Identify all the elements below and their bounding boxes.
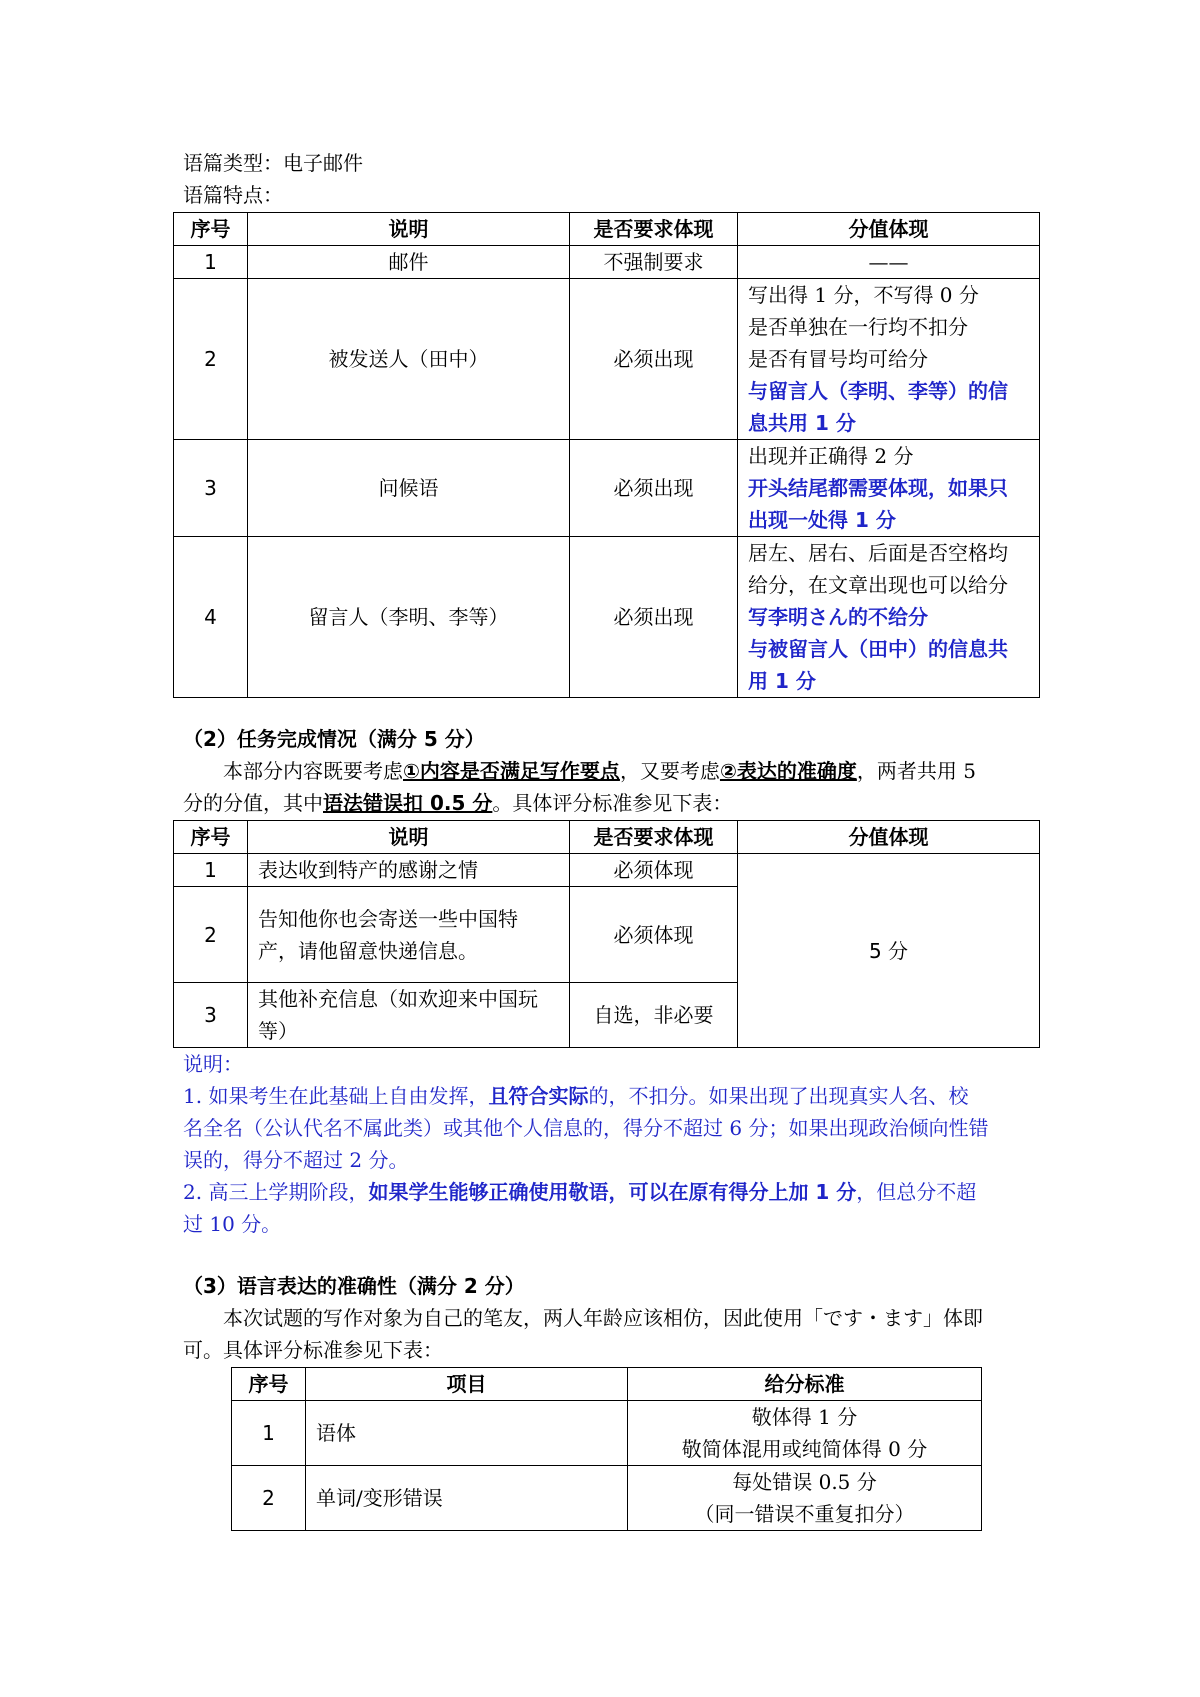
table-row	[232, 1466, 982, 1531]
header-cell: 是否要求体现	[570, 213, 738, 246]
description-line: 告知他你也会寄送一些中国特	[258, 906, 518, 931]
emphasis-text: ①内容是否满足写作要点	[403, 759, 620, 783]
notes-title: 说明：	[183, 1052, 243, 1076]
table-row	[174, 854, 1040, 887]
score-line: 给分，在文章出现也可以给分	[748, 573, 1008, 597]
header-cell: 说明	[248, 821, 570, 854]
section-2-paragraph-line-1	[223, 755, 976, 787]
row-requirement: 必须出现	[570, 440, 738, 537]
paragraph-text: 分的分值，其中	[183, 791, 323, 815]
row-number: 4	[174, 537, 248, 698]
score-line: 写出得 1 分，不写得 0 分	[748, 283, 979, 307]
standard-line: 每处错误 0.5 分	[732, 1470, 877, 1494]
score-line-highlight: 出现一处得 1 分	[748, 508, 896, 532]
header-cell: 是否要求体现	[570, 821, 738, 854]
paragraph-text: ，又要考虑	[619, 759, 720, 783]
score-line-highlight: 与留言人（李明、李等）的信	[748, 379, 1008, 403]
paragraph-text: 。具体评分标准参见下表：	[492, 791, 733, 815]
genre-line: 语篇类型：电子邮件	[183, 151, 363, 175]
header-cell: 分值体现	[738, 213, 1040, 246]
header-cell: 序号	[232, 1368, 306, 1401]
note-line	[183, 1080, 1043, 1112]
row-item: 单词/变形错误	[306, 1466, 628, 1531]
row-score	[738, 279, 1040, 440]
features-table	[173, 212, 1040, 698]
header-cell: 序号	[174, 821, 248, 854]
note-emphasis: 如果学生能够正确使用敬语，可以在原有得分上加 1 分	[368, 1180, 857, 1204]
row-description: 留言人（李明、李等）	[248, 537, 570, 698]
paragraph-text: ，两者共用 5	[856, 759, 976, 783]
row-score: ——	[738, 246, 1040, 279]
row-standard	[628, 1466, 982, 1531]
standard-line: 敬体得 1 分	[751, 1405, 858, 1429]
score-line-highlight: 写李明さん的不给分	[748, 605, 928, 629]
row-number: 1	[232, 1401, 306, 1466]
score-line: 是否有冒号均可给分	[748, 347, 928, 371]
description-line: 等）	[258, 1019, 298, 1043]
row-number: 2	[174, 279, 248, 440]
table-header-row	[174, 213, 1040, 246]
table-row	[174, 440, 1040, 537]
note-emphasis: 且符合实际	[488, 1084, 589, 1108]
notes-block	[183, 1048, 1043, 1240]
table-header-row	[174, 821, 1040, 854]
note-line: 名全名（公认代名不属此类）或其他个人信息的，得分不超过 6 分；如果出现政治倾向性错	[183, 1116, 989, 1140]
table-header-row	[232, 1368, 982, 1401]
row-description	[248, 887, 570, 983]
row-number: 2	[232, 1466, 306, 1531]
row-number: 3	[174, 983, 248, 1048]
row-score: 5 分	[738, 854, 1040, 1048]
emphasis-text: ②表达的准确度	[719, 759, 857, 783]
score-line-highlight: 息共用 1 分	[748, 411, 856, 435]
features-line: 语篇特点：	[183, 183, 283, 207]
section-3-heading: （3）语言表达的准确性（满分 2 分）	[183, 1274, 525, 1298]
row-number: 1	[174, 246, 248, 279]
table-row	[232, 1401, 982, 1466]
row-description: 被发送人（田中）	[248, 279, 570, 440]
score-line-highlight: 与被留言人（田中）的信息共	[748, 637, 1008, 661]
description-line: 产，请他留意快递信息。	[258, 938, 478, 963]
row-description	[248, 983, 570, 1048]
note-text: 1. 如果考生在此基础上自由发挥，	[183, 1084, 489, 1108]
note-text: 2. 高三上学期阶段，	[183, 1180, 369, 1204]
section-3-paragraph-line-1: 本次试题的写作对象为自己的笔友，两人年龄应该相仿，因此使用「です・ます」体即	[223, 1306, 983, 1330]
score-line-highlight: 开头结尾都需要体现，如果只	[748, 476, 1008, 500]
row-score	[738, 440, 1040, 537]
row-requirement: 必须出现	[570, 537, 738, 698]
score-line: 是否单独在一行均不扣分	[748, 315, 968, 339]
note-text: 的，不扣分。如果出现了出现真实人名、校	[588, 1084, 969, 1108]
table-row	[174, 246, 1040, 279]
row-requirement: 自选，非必要	[570, 983, 738, 1048]
section-2-heading: （2）任务完成情况（满分 5 分）	[183, 727, 485, 751]
task-table	[173, 820, 1040, 1048]
table-row	[174, 279, 1040, 440]
header-cell: 说明	[248, 213, 570, 246]
standard-line: 敬简体混用或纯简体得 0 分	[681, 1437, 928, 1461]
paragraph-text: 本部分内容既要考虑	[223, 759, 403, 783]
row-item: 语体	[306, 1401, 628, 1466]
section-3-paragraph-line-2: 可。具体评分标准参见下表：	[183, 1338, 443, 1362]
row-number: 3	[174, 440, 248, 537]
score-line: 居左、居右、后面是否空格均	[748, 541, 1008, 565]
row-description: 问候语	[248, 440, 570, 537]
table-row	[174, 537, 1040, 698]
description-line: 其他补充信息（如欢迎来中国玩	[258, 987, 538, 1011]
row-requirement: 不强制要求	[570, 246, 738, 279]
note-line	[183, 1176, 1043, 1208]
note-text: ，但总分不超	[856, 1180, 977, 1204]
score-line: 出现并正确得 2 分	[748, 444, 914, 468]
row-description: 表达收到特产的感谢之情	[248, 854, 570, 887]
standard-line: （同一错误不重复扣分）	[694, 1502, 915, 1526]
header-cell: 项目	[306, 1368, 628, 1401]
header-cell: 分值体现	[738, 821, 1040, 854]
row-description: 邮件	[248, 246, 570, 279]
row-requirement: 必须体现	[570, 887, 738, 983]
section-2-paragraph-line-2	[183, 787, 732, 819]
row-number: 1	[174, 854, 248, 887]
row-requirement: 必须出现	[570, 279, 738, 440]
header-cell: 序号	[174, 213, 248, 246]
row-score	[738, 537, 1040, 698]
note-line: 过 10 分。	[183, 1212, 282, 1236]
score-line-highlight: 用 1 分	[748, 669, 816, 693]
row-standard	[628, 1401, 982, 1466]
row-number: 2	[174, 887, 248, 983]
note-line: 误的，得分不超过 2 分。	[183, 1148, 409, 1172]
emphasis-text: 语法错误扣 0.5 分	[323, 791, 493, 815]
row-requirement: 必须体现	[570, 854, 738, 887]
language-table	[231, 1367, 982, 1531]
header-cell: 给分标准	[628, 1368, 982, 1401]
